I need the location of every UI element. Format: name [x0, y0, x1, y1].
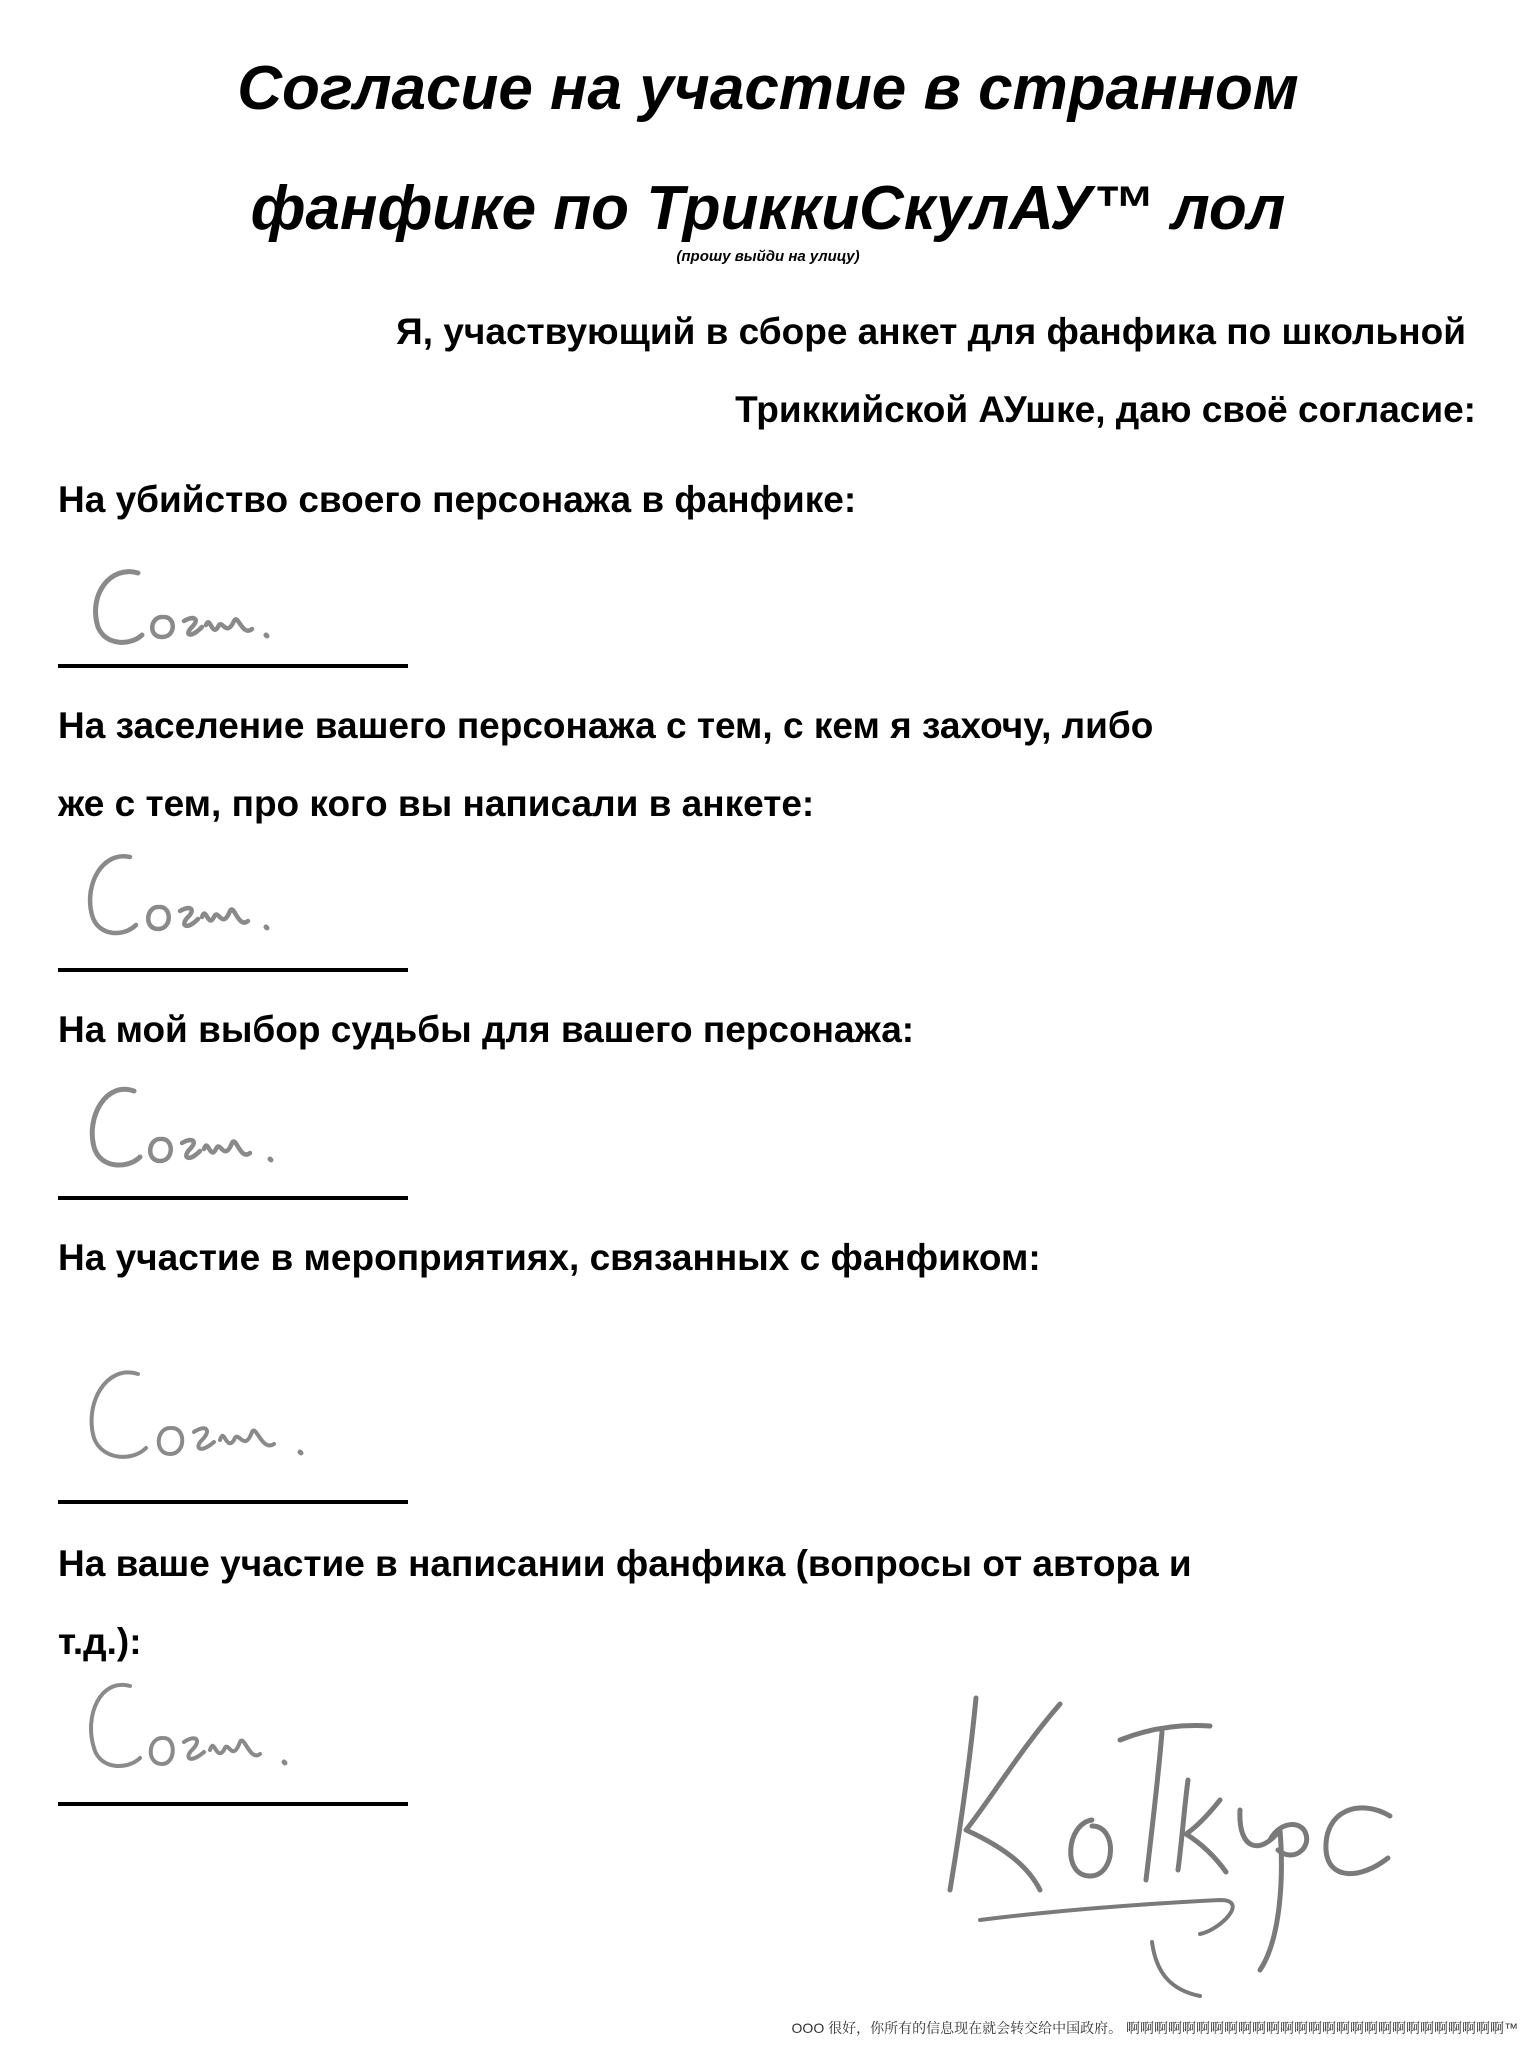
intro-line-1: Я, участвующий в сборе анкет для фанфика по школьной — [396, 311, 1466, 352]
consent-item-2-label-line-1: На заселение вашего персонажа с тем, с кем я захочу, либо — [58, 705, 1154, 746]
signature-line-2 — [58, 968, 408, 972]
title-line-2: фанфике по ТриккиСкулАУ™ лол — [250, 174, 1286, 243]
subtitle-note: (прошу выйди на улицу) — [676, 248, 860, 265]
consent-item-4-label: На участие в мероприятиях, связанных с фанфиком: — [58, 1237, 1041, 1278]
signature-line-3 — [58, 1196, 408, 1200]
footer-text: OOO 很好，你所有的信息现在就会转交给中国政府。 啊啊啊啊啊啊啊啊啊啊啊啊啊啊啊啊啊啊啊啊啊啊啊啊啊啊啊™ — [791, 2020, 1518, 2036]
consent-item-3-label: На мой выбор судьбы для вашего персонажа: — [58, 1009, 915, 1050]
signature-line-1 — [58, 664, 408, 668]
signature-image-5 — [80, 1672, 340, 1782]
consent-item-2-label-line-2: же с тем, про кого вы написали в анкете: — [58, 783, 815, 824]
signature-image-3 — [80, 1075, 340, 1175]
consent-item-5-label-line-1: На ваше участие в написании фанфика (вопросы от автора и — [58, 1543, 1192, 1584]
consent-item-5-label-line-2: т.д.): — [58, 1621, 142, 1662]
consent-item-1-label: На убийство своего персонажа в фанфике: — [58, 479, 857, 520]
signature-line-4 — [58, 1500, 408, 1504]
intro-line-2: Триккийской АУшке, даю своё согласие: — [735, 389, 1476, 430]
author-signature-image — [920, 1680, 1400, 2035]
signature-line-5 — [58, 1802, 408, 1806]
signature-image-1 — [80, 555, 340, 655]
title-line-1: Согласие на участие в странном — [237, 54, 1299, 123]
signature-image-2 — [80, 845, 340, 945]
signature-image-4 — [80, 1360, 360, 1470]
